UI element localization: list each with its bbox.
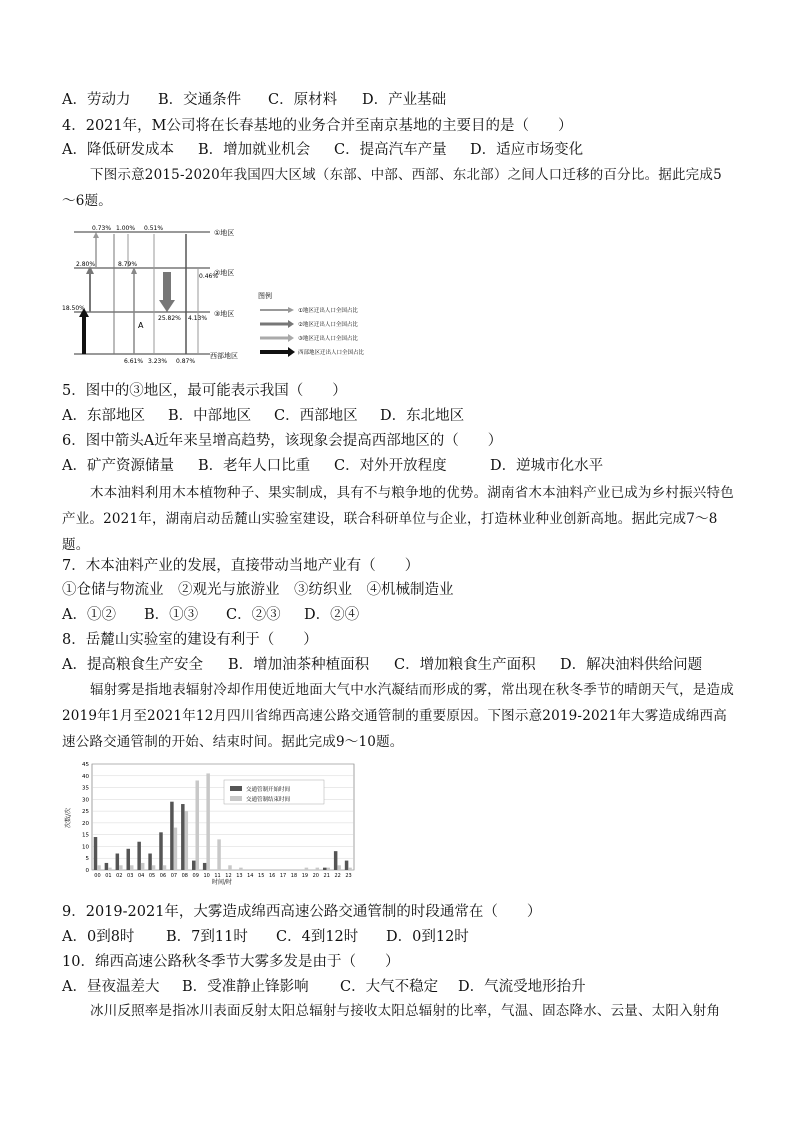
bar-start bbox=[192, 861, 195, 870]
legend-swatch bbox=[230, 786, 242, 791]
pct-label: 6.61% bbox=[124, 358, 144, 365]
bar-end bbox=[108, 868, 111, 870]
legend-label: 交通管制结束时间 bbox=[246, 797, 291, 803]
q7-option-c: C．②③ bbox=[226, 607, 281, 623]
q7-options bbox=[62, 605, 359, 625]
q7-items: ①仓储与物流业 ②观光与旅游业 ③纺织业 ④机械制造业 bbox=[62, 582, 454, 598]
bar-end bbox=[337, 865, 340, 870]
y-tick-label: 45 bbox=[82, 762, 89, 768]
q5-options bbox=[62, 406, 464, 426]
bar-start bbox=[116, 854, 119, 870]
bar-start bbox=[181, 804, 184, 870]
q5-option-a: A．东部地区 bbox=[62, 408, 145, 424]
q9-option-c: C．4到12时 bbox=[276, 929, 359, 945]
y-axis-label: 次数/次 bbox=[65, 807, 72, 828]
intro-5-6: 下图示意2015-2020年我国四大区域（东部、中部、西部、东北部）之间人口迁移的百分比。据此完成5～6题。 bbox=[62, 167, 722, 209]
legend-item: 西部地区迁出人口全国占比 bbox=[298, 350, 365, 356]
q5-option-c: C．西部地区 bbox=[274, 408, 358, 424]
x-tick-label: 16 bbox=[268, 873, 276, 879]
intro-7-8: 木本油料利用木本植物种子、果实制成，具有不与粮争地的优势。湖南省木本油料产业已成为乡村振兴特色产业。2021年，湖南启动岳麓山实验室建设，联合科研单位与企业，打造林业种业创新高地。据此完成7～8题。 bbox=[62, 485, 734, 553]
pct-label: 8.79% bbox=[118, 261, 138, 268]
pct-label: 1.00% bbox=[116, 225, 136, 232]
bar-end bbox=[326, 868, 329, 870]
pct-label: 2.80% bbox=[76, 261, 96, 268]
x-tick-label: 01 bbox=[105, 873, 112, 879]
x-tick-label: 04 bbox=[137, 873, 145, 879]
pct-label: 0.87% bbox=[176, 358, 196, 365]
legend-title: 图例 bbox=[258, 292, 272, 300]
q3-options bbox=[62, 90, 446, 110]
q6-option-c: C．对外开放程度 bbox=[334, 458, 447, 474]
q7-option-d: D．②④ bbox=[304, 607, 360, 623]
bar-end bbox=[195, 780, 198, 870]
bar-end bbox=[174, 828, 177, 870]
legend-item: ①地区迁出人口全国占比 bbox=[298, 308, 358, 314]
q10-option-a: A．昼夜温差大 bbox=[62, 979, 160, 995]
q6-stem: 6．图中箭头A近年来呈增高趋势，该现象会提高西部地区的（ ） bbox=[62, 433, 503, 449]
legend-label: 交通管制开始时间 bbox=[246, 787, 291, 793]
bar-start bbox=[137, 842, 140, 870]
bar-start bbox=[94, 837, 97, 870]
y-tick-label: 10 bbox=[82, 844, 89, 851]
y-tick-label: 5 bbox=[85, 856, 89, 863]
q5-stem: 5．图中的③地区，最可能表示我国（ ） bbox=[62, 383, 347, 399]
x-tick-label: 15 bbox=[258, 873, 265, 879]
q10-options bbox=[62, 977, 586, 997]
intro-last: 冰川反照率是指冰川表面反射太阳总辐射与接收太阳总辐射的比率，气温、固态降水、云量、太阳入射角 bbox=[90, 1003, 721, 1019]
q10-stem: 10．绵西高速公路秋冬季节大雾多发是由于（ ） bbox=[62, 954, 400, 970]
x-tick-label: 10 bbox=[203, 873, 210, 879]
q9-option-b: B．7到11时 bbox=[166, 929, 248, 945]
q6-option-d: D．逆城市化水平 bbox=[490, 458, 604, 474]
x-tick-label: 05 bbox=[148, 873, 156, 879]
x-tick-label: 17 bbox=[279, 873, 287, 879]
bar-end bbox=[228, 865, 231, 870]
bar-end bbox=[163, 865, 166, 870]
y-tick-label: 15 bbox=[82, 832, 89, 839]
bar-end bbox=[152, 865, 155, 870]
bar-end bbox=[305, 868, 308, 870]
bar-start bbox=[203, 863, 206, 870]
x-tick-label: 07 bbox=[170, 873, 178, 879]
q3-option-c: C．原材料 bbox=[268, 92, 338, 108]
q9-options bbox=[62, 927, 469, 947]
y-tick-label: 35 bbox=[82, 785, 89, 792]
q3-option-b: B．交通条件 bbox=[158, 92, 242, 108]
region-label-3: ③地区 bbox=[214, 310, 235, 318]
q6-options bbox=[62, 456, 603, 476]
x-tick-label: 22 bbox=[334, 873, 341, 879]
bar-end bbox=[130, 865, 133, 870]
x-tick-label: 14 bbox=[247, 873, 254, 879]
fog-traffic-chart bbox=[62, 758, 362, 888]
x-tick-label: 19 bbox=[301, 873, 309, 879]
pct-label: 18.50% bbox=[62, 305, 85, 312]
x-tick-label: 08 bbox=[181, 873, 188, 879]
x-tick-label: 13 bbox=[236, 873, 243, 879]
arrow-3-thick bbox=[163, 272, 171, 302]
q4-stem: 4．2021年，M公司将在长春基地的业务合并至南京基地的主要目的是（ ） bbox=[62, 118, 573, 134]
x-axis-label: 时间/时 bbox=[211, 879, 233, 886]
q10-option-d: D．气流受地形抬升 bbox=[458, 979, 586, 995]
pct-label: 0.46% bbox=[199, 273, 219, 280]
bar-end bbox=[239, 868, 242, 870]
q8-stem: 8．岳麓山实验室的建设有利于（ ） bbox=[62, 632, 318, 648]
q4-options bbox=[62, 140, 583, 160]
arrow-a-label: A bbox=[138, 321, 144, 330]
pct-label: 0.73% bbox=[92, 225, 112, 232]
bar-start bbox=[105, 863, 108, 870]
bar-end bbox=[316, 868, 319, 870]
x-tick-label: 02 bbox=[116, 873, 123, 879]
migration-diagram bbox=[62, 220, 392, 365]
bar-start bbox=[323, 868, 326, 870]
q4-option-b: B．增加就业机会 bbox=[198, 142, 311, 158]
y-tick-label: 40 bbox=[82, 773, 89, 780]
q6-option-a: A．矿产资源储量 bbox=[62, 458, 174, 474]
bar-start bbox=[148, 854, 151, 870]
q7-stem: 7．木本油料产业的发展，直接带动当地产业有（ ） bbox=[62, 558, 420, 574]
x-tick-label: 00 bbox=[94, 873, 101, 879]
x-tick-label: 20 bbox=[312, 873, 319, 879]
region-label-1: ①地区 bbox=[214, 229, 235, 237]
region-label-2: ②地区 bbox=[214, 269, 235, 277]
x-tick-label: 21 bbox=[323, 873, 330, 879]
q3-option-d: D．产业基础 bbox=[362, 92, 447, 108]
x-tick-label: 06 bbox=[159, 873, 167, 879]
bar-end bbox=[348, 868, 351, 870]
q6-option-b: B．老年人口比重 bbox=[198, 458, 311, 474]
q7-option-a: A．①② bbox=[62, 607, 116, 623]
y-tick-label: 0 bbox=[85, 868, 89, 874]
q9-option-d: D．0到12时 bbox=[386, 929, 469, 945]
legend-item: ③地区迁出人口全国占比 bbox=[298, 336, 358, 342]
q4-option-a: A．降低研发成本 bbox=[62, 142, 174, 158]
q8-options bbox=[62, 655, 702, 675]
x-tick-label: 03 bbox=[127, 873, 134, 879]
x-tick-label: 11 bbox=[214, 873, 221, 879]
q8-option-d: D．解决油料供给问题 bbox=[560, 657, 703, 673]
bar-end bbox=[119, 865, 122, 870]
bar-start bbox=[159, 832, 162, 870]
pct-label: 3.23% bbox=[148, 358, 168, 365]
q3-option-a: A．劳动力 bbox=[62, 92, 131, 108]
x-tick-label: 23 bbox=[345, 873, 352, 879]
bar-end bbox=[141, 863, 144, 870]
bar-start bbox=[126, 849, 129, 870]
y-tick-label: 20 bbox=[82, 820, 89, 827]
q10-option-c: C．大气不稳定 bbox=[340, 979, 439, 995]
pct-label: 0.51% bbox=[144, 225, 164, 232]
bar-start bbox=[170, 802, 173, 870]
x-tick-label: 12 bbox=[225, 873, 232, 879]
y-tick-label: 30 bbox=[82, 797, 89, 804]
x-tick-label: 09 bbox=[192, 873, 199, 879]
q4-option-c: C．提高汽车产量 bbox=[334, 142, 447, 158]
intro-9-10: 辐射雾是指地表辐射冷却作用使近地面大气中水汽凝结而形成的雾，常出现在秋冬季节的晴朗天气，是造成2019年1月至2021年12月四川省绵西高速公路交通管制的重要原因。下图示意2019-2021年大雾造成绵西高速公路交通管制的开始、结束时间。据此完成9～10题。 bbox=[62, 682, 734, 750]
bar-start bbox=[345, 861, 348, 870]
q4-option-d: D．适应市场变化 bbox=[470, 142, 584, 158]
bar-end bbox=[206, 773, 209, 870]
region-label-west: 西部地区 bbox=[210, 352, 238, 360]
y-tick-label: 25 bbox=[82, 809, 89, 816]
x-tick-label: 18 bbox=[290, 873, 298, 879]
legend-item: ②地区迁出人口全国占比 bbox=[298, 322, 358, 328]
pct-label: 25.82% bbox=[158, 315, 181, 322]
q8-option-a: A．提高粮食生产安全 bbox=[62, 657, 203, 673]
q10-option-b: B．受准静止锋影响 bbox=[182, 979, 309, 995]
bar-end bbox=[97, 865, 100, 870]
q9-option-a: A．0到8时 bbox=[62, 929, 135, 945]
bar-end bbox=[185, 811, 188, 870]
bar-start bbox=[334, 851, 337, 870]
q7-option-b: B．①③ bbox=[144, 607, 199, 623]
pct-label: 4.13% bbox=[188, 315, 208, 322]
legend-swatch bbox=[230, 796, 242, 801]
bar-end bbox=[217, 839, 220, 870]
q8-option-b: B．增加油茶种植面积 bbox=[228, 657, 370, 673]
q8-option-c: C．增加粮食生产面积 bbox=[394, 657, 536, 673]
q5-option-b: B．中部地区 bbox=[168, 408, 252, 424]
q5-option-d: D．东北地区 bbox=[380, 408, 465, 424]
q9-stem: 9．2019-2021年，大雾造成绵西高速公路交通管制的时段通常在（ ） bbox=[62, 904, 542, 920]
